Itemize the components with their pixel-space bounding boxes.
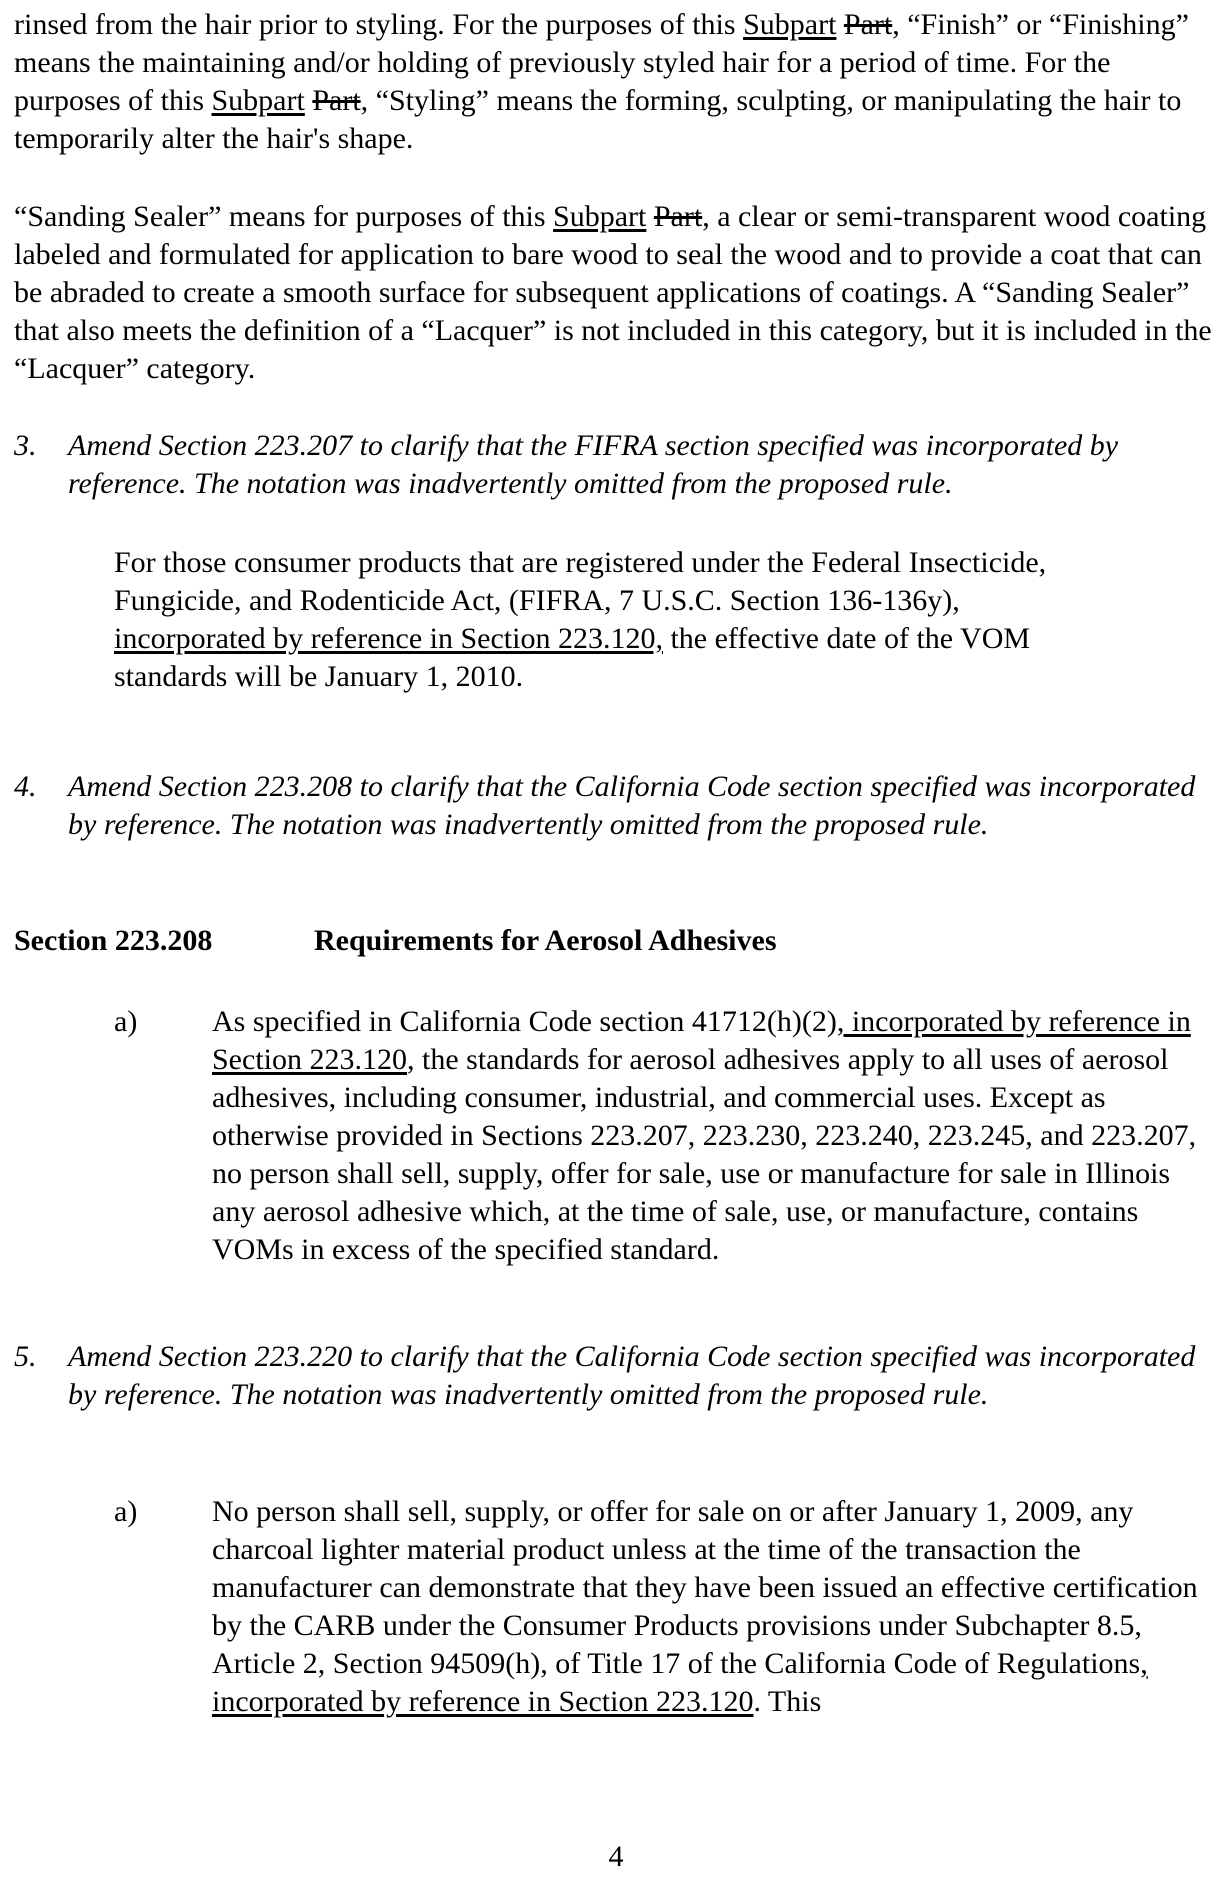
subsection-label: a) [114, 1495, 138, 1528]
section-heading [14, 922, 1219, 962]
inserted-text: Subpart [211, 84, 305, 117]
item-number: 4. [14, 770, 37, 803]
amendment-item-4 [0, 768, 1232, 888]
amendment-item-3 [0, 427, 1232, 507]
subsection-text: No person shall sell, supply, or offer for sale on or after January 1, 2009, any charcoal lighter material product unless at the time of the transaction the manufacturer can demonstrate that they have been issued an effective certification by the CARB under the Consumer Products provisions under Subchapter 8.5, Article 2, Section 94509(h), of Title 17 of the California Code of Regulations, incorporated by reference in Section 223.120. This [212, 1495, 1198, 1718]
inserted-text: incorporated by reference in Section 223.120, [114, 622, 663, 655]
section-title: Requirements for Aerosol Adhesives [314, 924, 777, 957]
deleted-text: Part [312, 84, 361, 117]
item-number: 3. [14, 429, 37, 462]
page-number: 4 [608, 1840, 624, 1873]
paragraph-finish-styling-definitions: rinsed from the hair prior to styling. For the purposes of this Subpart Part, “Finish” or “Finishing” means the maintaining and/or holding of previously styled hair for a period of time. For the purposes of this Subpart Part, “Styling” means the forming, sculpting, or manipulating the hair to temporarily alter the hair's shape. [14, 8, 1189, 155]
section-number: Section 223.208 [14, 924, 213, 957]
item-text: Amend Section 223.207 to clarify that the FIFRA section specified was incorporated by reference. The notation was inadvertently omitted from the proposed rule. [68, 429, 1119, 500]
inserted-text: Subpart [553, 200, 647, 233]
item-text: Amend Section 223.220 to clarify that the California Code section specified was incorporated by reference. The notation was inadvertently omitted from the proposed rule. [68, 1340, 1196, 1411]
inserted-text: Subpart [743, 8, 837, 41]
inserted-text: , incorporated by reference in Section 223.120 [212, 1647, 1148, 1718]
subsection-a-charcoal-lighter [114, 1493, 1214, 1733]
subsection-text: As specified in California Code section 41712(h)(2), incorporated by reference in Section 223.120, the standards for aerosol adhesives apply to all uses of aerosol adhesives, including consumer, industrial, and commercial uses. Except as otherwise provided in Sections 223.207, 223.230, 223.240, 223.245, and 223.207, no person shall sell, supply, offer for sale, use or manufacture for sale in Illinois any aerosol adhesive which, at the time of sale, use, or manufacture, contains VOMs in excess of the specified standard. [212, 1005, 1197, 1266]
subsection-label: a) [114, 1005, 138, 1038]
inserted-text: , incorporated by reference in Section 223.120 [212, 1005, 1191, 1076]
item-text: Amend Section 223.208 to clarify that the California Code section specified was incorporated by reference. The notation was inadvertently omitted from the proposed rule. [68, 770, 1196, 841]
paragraph-sanding-sealer-definition: “Sanding Sealer” means for purposes of this Subpart Part, a clear or semi-transparent wood coating labeled and formulated for application to bare wood to seal the wood and to provide a coat that can be abraded to create a smooth surface for subsequent applications of coatings. A “Sanding Sealer” that also meets the definition of a “Lacquer” is not included in this category, but it is included in the “Lacquer” category. [14, 200, 1212, 385]
paragraph-fifra-effective-date: For those consumer products that are registered under the Federal Insecticide, Fungicide, and Rodenticide Act, (FIFRA, 7 U.S.C. Section 136-136y), incorporated by reference in Section 223.120, the effective date of the VOM standards will be January 1, 2010. [114, 546, 1047, 693]
item-number: 5. [14, 1340, 37, 1373]
deleted-text: Part [653, 200, 703, 233]
deleted-text: Part [843, 8, 893, 41]
subsection-a-aerosol-adhesives [114, 1003, 1214, 1303]
amendment-item-5 [0, 1338, 1232, 1458]
